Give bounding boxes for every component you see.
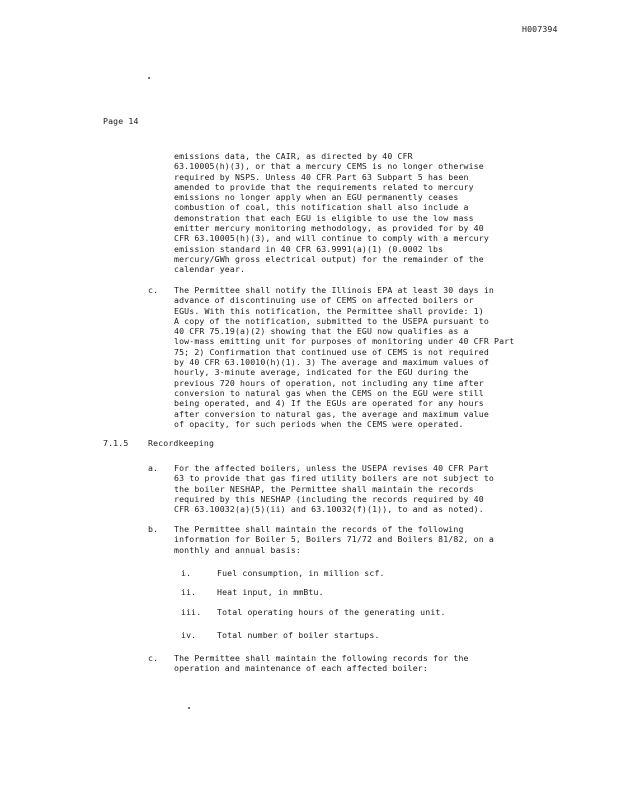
paragraph-marker: c. xyxy=(148,285,159,295)
paragraph-a xyxy=(174,463,494,514)
paragraph-marker: a. xyxy=(148,463,159,473)
text-line: CFR 63.10032(a)(5)(ii) and 63.10032(f)(1)), to and as noted). xyxy=(174,504,484,515)
text-line: EGUs. With this notification, the Permittee shall provide: 1) xyxy=(174,305,484,316)
list-item-marker: i. xyxy=(181,568,192,578)
text-line: combustion of coal, this notification shall also include a xyxy=(174,202,469,213)
text-line: 63.10005(h)(3), or that a mercury CEMS is no longer otherwise xyxy=(174,161,484,172)
list-item-marker: iii. xyxy=(181,607,202,617)
text-line: emissions no longer apply when an EGU permanently ceases xyxy=(174,192,459,203)
text-line: hourly, 3-minute average, indicated for the EGU during the xyxy=(174,367,469,378)
text-line: conversion to natural gas when the CEMS on the EGU were still xyxy=(174,387,484,398)
text-line: emitter mercury monitoring methodology, as provided for by 40 xyxy=(174,223,484,234)
paragraph-c-recordkeeping xyxy=(174,653,469,674)
paragraph-marker: c. xyxy=(148,653,159,663)
text-line: operation and maintenance of each affected boiler: xyxy=(174,663,428,674)
text-line: being operated, and 4) If the EGUs are operated for any hours xyxy=(174,398,484,409)
text-line: CFR 63.10005(h)(3), and will continue to comply with a mercury xyxy=(174,233,489,244)
page-label: Page 14 xyxy=(103,116,139,126)
text-line: after conversion to natural gas, the average and maximum value xyxy=(174,408,489,419)
scan-speck xyxy=(148,77,150,79)
text-line: 75; 2) Confirmation that continued use of CEMS is not required xyxy=(174,346,489,357)
text-line: calendar year. xyxy=(174,264,246,275)
text-line: The Permittee shall notify the Illinois EPA at least 30 days in xyxy=(174,285,494,295)
text-line: by 40 CFR 63.10010(h)(1). 3) The average and maximum values of xyxy=(174,357,489,368)
text-line: low-mass emitting unit for purposes of monitoring under 40 CFR Part xyxy=(174,336,515,347)
list-item-text: Total number of boiler startups. xyxy=(217,630,380,640)
text-line: 63 to provide that gas fired utility boilers are not subject to xyxy=(174,473,494,484)
text-line: A copy of the notification, submitted to the USEPA pursuant to xyxy=(174,315,489,326)
scan-speck xyxy=(188,707,190,709)
paragraph-marker: b. xyxy=(148,524,159,534)
text-line: 40 CFR 75.19(a)(2) showing that the EGU now qualifies as a xyxy=(174,326,469,337)
document-id: H007394 xyxy=(522,24,558,34)
continuation-paragraph xyxy=(174,151,489,275)
text-line: amended to provide that the requirements related to mercury xyxy=(174,181,474,192)
list-item-text: Total operating hours of the generating unit. xyxy=(217,607,446,617)
text-line: previous 720 hours of operation, not including any time after xyxy=(174,377,484,388)
text-line: emission standard in 40 CFR 63.9991(a)(1) (0.0002 lbs xyxy=(174,243,444,254)
text-line: The Permittee shall maintain the following records for the xyxy=(174,653,469,663)
text-line: information for Boiler 5, Boilers 71/72 and Boilers 81/82, on a xyxy=(174,534,494,545)
paragraph-c xyxy=(174,285,514,429)
text-line: The Permittee shall maintain the records of the following xyxy=(174,524,464,534)
section-heading: Recordkeeping xyxy=(148,438,215,448)
text-line: of opacity, for such periods when the CEMS were operated. xyxy=(174,418,464,429)
text-line: the boiler NESHAP, the Permittee shall maintain the records xyxy=(174,483,474,494)
text-line: emissions data, the CAIR, as directed by 40 CFR xyxy=(174,151,413,161)
text-line: required by NSPS. Unless 40 CFR Part 63 Subpart 5 has been xyxy=(174,171,469,182)
text-line: demonstration that each EGU is eligible to use the low mass xyxy=(174,212,474,223)
section-number: 7.1.5 xyxy=(103,438,129,448)
text-line: For the affected boilers, unless the USEPA revises 40 CFR Part xyxy=(174,463,489,473)
list-item-text: Fuel consumption, in million scf. xyxy=(217,568,385,578)
list-item-text: Heat input, in mmBtu. xyxy=(217,587,324,597)
text-line: monthly and annual basis: xyxy=(174,544,301,555)
text-line: advance of discontinuing use of CEMS on affected boilers or xyxy=(174,295,474,306)
list-item-marker: iv. xyxy=(181,630,197,640)
text-line: mercury/GWh gross electrical output) for the remainder of the xyxy=(174,253,484,264)
list-item-marker: ii. xyxy=(181,587,197,597)
text-line: required by this NESHAP (including the records required by 40 xyxy=(174,493,484,504)
paragraph-b xyxy=(174,524,494,555)
